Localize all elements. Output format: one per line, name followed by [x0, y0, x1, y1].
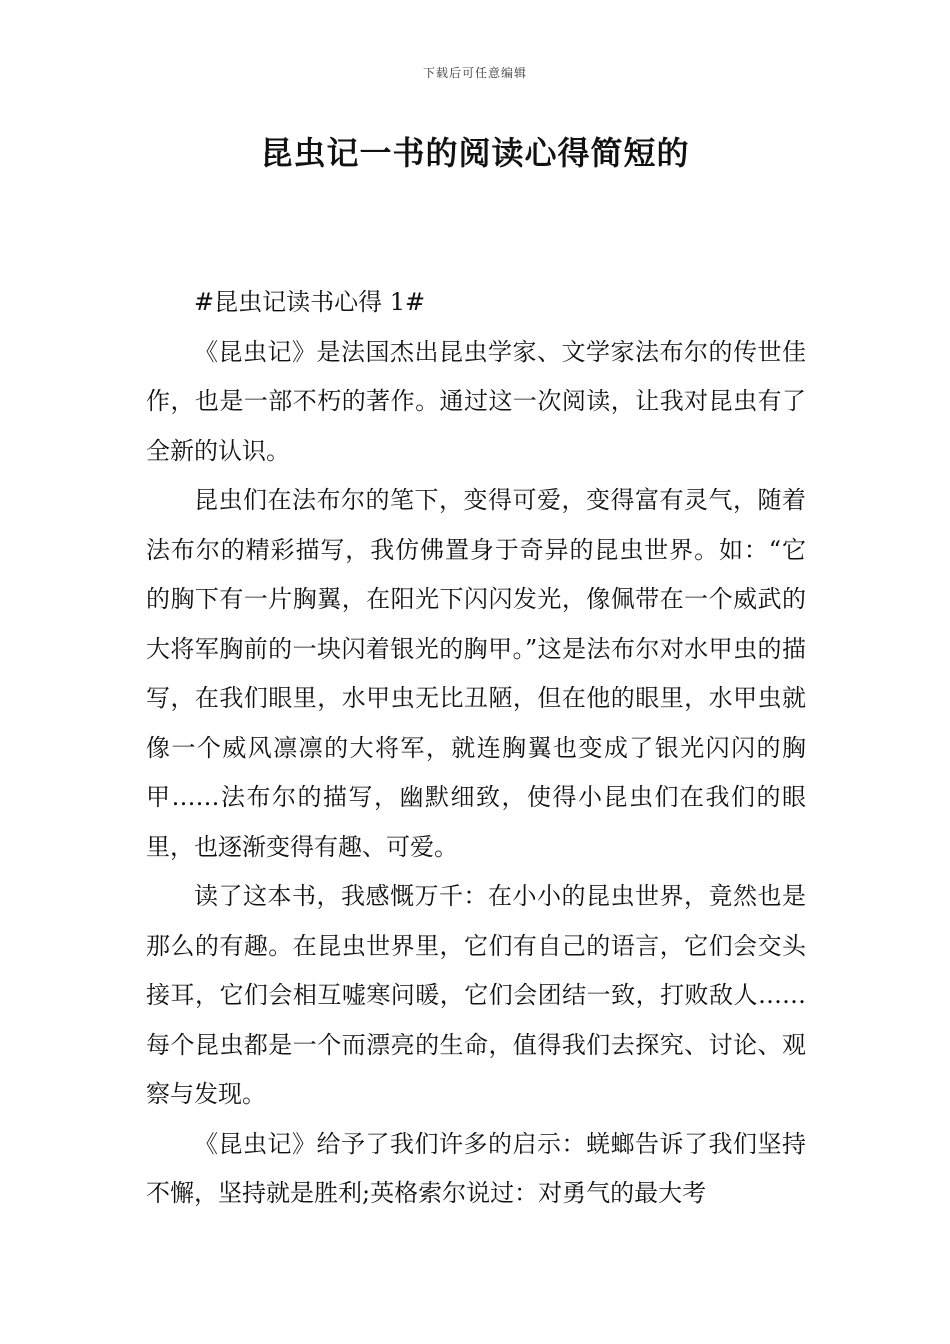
paragraph-3: 读了这本书，我感慨万千：在小小的昆虫世界，竟然也是那么的有趣。在昆虫世界里，它们有自己的语言，它们会交头接耳，它们会相互嘘寒问暖，它们会团结一致，打败敌人……每个昆虫都是一个而漂亮的生命，值得我们去探究、讨论、观察与发现。 [146, 882, 806, 1108]
paragraph-4: 《昆虫记》给予了我们许多的启示：蜣螂告诉了我们坚持不懈，坚持就是胜利;英格索尔说过：对勇气的最大考 [146, 1129, 806, 1207]
section-heading: #昆虫记读书心得 1# [194, 288, 426, 316]
document-title: 昆虫记一书的阅读心得简短的 [260, 134, 690, 172]
header-note: 下载后可任意编辑 [422, 66, 527, 80]
paragraph-1: 《昆虫记》是法国杰出昆虫学家、文学家法布尔的传世佳作，也是一部不朽的著作。通过这一次阅读，让我对昆虫有了全新的认识。 [146, 337, 806, 465]
document-body [146, 278, 806, 1219]
paragraph-2: 昆虫们在法布尔的笔下，变得可爱，变得富有灵气，随着法布尔的精彩描写，我仿佛置身于奇异的昆虫世界。如：“它的胸下有一片胸翼，在阳光下闪闪发光，像佩带在一个威武的大将军胸前的一块闪着银光的胸甲。”这是法布尔对水甲虫的描写，在我们眼里，水甲虫无比丑陋，但在他的眼里，水甲虫就像一个威风凛凛的大将军，就连胸翼也变成了银光闪闪的胸甲……法布尔的描写，幽默细致，使得小昆虫们在我们的眼里，也逐渐变得有趣、可爱。 [146, 486, 806, 861]
